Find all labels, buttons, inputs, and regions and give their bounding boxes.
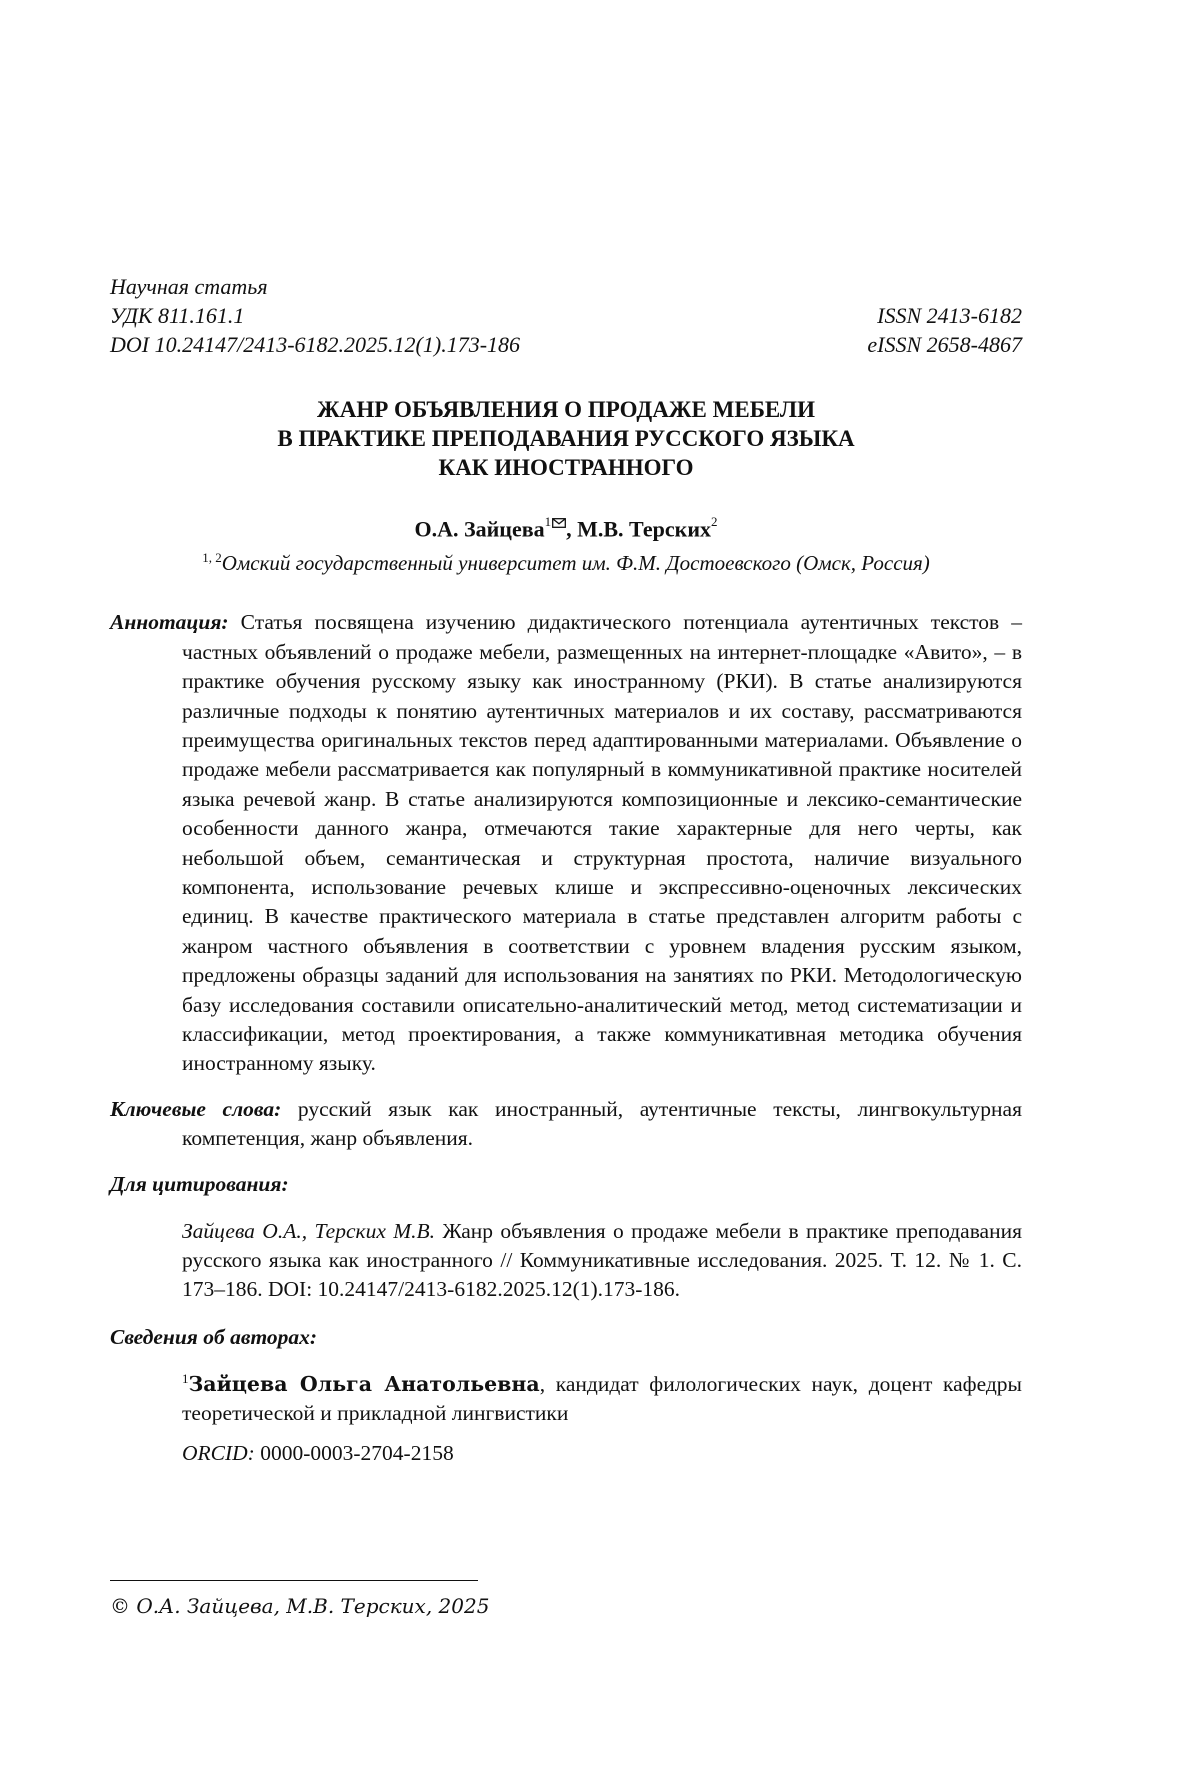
orcid bbox=[182, 1439, 1022, 1468]
affiliation-marks: 1, 2 bbox=[202, 550, 222, 566]
copyright: © О.А. Зайцева, М.В. Терских, 2025 bbox=[110, 1594, 490, 1618]
article-content bbox=[110, 272, 1022, 1468]
abstract-label: Аннотация: bbox=[110, 610, 229, 635]
article-meta bbox=[110, 272, 1022, 359]
about-authors-label: Сведения об авторах: bbox=[110, 1324, 318, 1349]
udk-code: УДК 811.161.1 bbox=[110, 303, 245, 328]
abstract bbox=[110, 608, 1022, 1079]
title-line-2: В ПРАКТИКЕ ПРЕПОДАВАНИЯ РУССКОГО ЯЗЫКА bbox=[277, 426, 855, 451]
author-info-mark: 1 bbox=[182, 1370, 189, 1386]
author-2-affil-mark: 2 bbox=[711, 514, 718, 529]
article-type: Научная статья bbox=[110, 274, 268, 299]
affiliation bbox=[110, 543, 1022, 578]
citation-authors: Зайцева О.А., Терских М.В. bbox=[182, 1218, 436, 1243]
orcid-value: 0000-0003-2704-2158 bbox=[260, 1440, 454, 1465]
affiliation-text: Омский государственный университет им. Ф.М. Достоевского (Омск, Россия) bbox=[221, 551, 930, 576]
author-position: , кандидат филологических наук, доцент кафедры теоретической и прикладной лингвистики bbox=[182, 1372, 1022, 1426]
orcid-label: ORCID: bbox=[182, 1440, 255, 1465]
author-info bbox=[182, 1364, 1022, 1429]
title-line-3: КАК ИНОСТРАННОГО bbox=[438, 455, 694, 480]
keywords-text: русский язык как иностранный, аутентичные тексты, лингвокультурная компетенция, жанр объявления. bbox=[182, 1096, 1022, 1151]
citation-text: Жанр объявления о продаже мебели в практике преподавания русского языка как иностранного // Коммуникативные исследования. 2025. Т. 12. № 1. С. 173–186. DOI: 10.24147/2413-6182.2025.12(1).173-186. bbox=[182, 1218, 1022, 1302]
author-full-name: Зайцева Ольга Анатольевна bbox=[188, 1372, 540, 1397]
author-separator: , bbox=[566, 516, 578, 542]
abstract-text: Статья посвящена изучению дидактического потенциала аутентичных текстов – частных объявлений о продаже мебели, размещенных на интернет-площадке «Авито», – в практике обучения русскому языку как иностранному (РКИ). В статье анализируются различные подходы к понятию аутентичных материалов и их составу, рассматриваются преимущества оригинальных текстов перед адаптированными материалами. Объявление о продаже мебели рассматривается как популярный в коммуникативной практике носителей языка речевой жанр. В статье анализируются композиционные и лексико-семантические особенности данного жанра, отмечаются такие характерные для него черты, как небольшой объем, семантическая и структурная простота, наличие визуального компонента, использование речевых клише и экспрессивно-оценочных лексических единиц. В качестве практического материала в статье представлен алгоритм работы с жанром частного объявления в соответствии с уровнем владения русским языком, предложены образцы заданий для использования на занятиях по РКИ. Методологическую базу исследования составили описательно-аналитический метод, метод систематизации и классификации, метод проектирования, а также коммуникативная методика обучения иностранному языку. bbox=[182, 610, 1023, 1076]
citation-label: Для цитирования: bbox=[110, 1171, 289, 1196]
author-1-name: О.А. Зайцева bbox=[414, 516, 545, 542]
author-1-affil-mark: 1 bbox=[544, 514, 552, 529]
keywords bbox=[110, 1095, 1022, 1154]
author-2-name: М.В. Терских bbox=[577, 516, 711, 542]
keywords-label: Ключевые слова: bbox=[110, 1096, 282, 1121]
envelope-icon bbox=[552, 506, 566, 535]
footnote-divider bbox=[110, 1580, 478, 1581]
citation bbox=[182, 1217, 1022, 1305]
title-line-1: ЖАНР ОБЪЯВЛЕНИЯ О ПРОДАЖЕ МЕБЕЛИ bbox=[317, 397, 815, 422]
article-title bbox=[110, 395, 1022, 482]
author-list bbox=[110, 506, 1022, 543]
issn: ISSN 2413-6182 bbox=[877, 303, 1022, 328]
doi: DOI 10.24147/2413-6182.2025.12(1).173-186 bbox=[110, 332, 521, 357]
eissn: eISSN 2658-4867 bbox=[867, 332, 1022, 357]
